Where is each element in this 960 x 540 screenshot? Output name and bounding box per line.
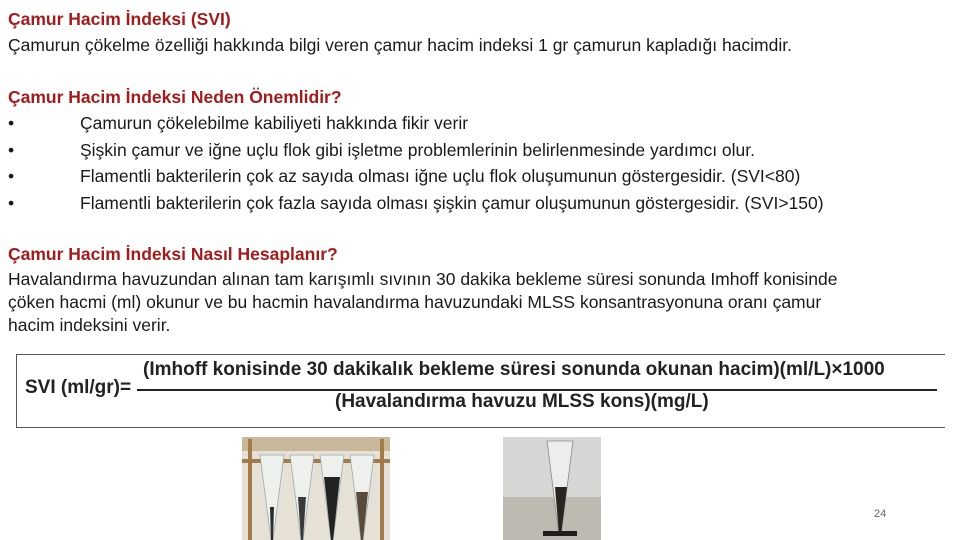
bullet-text: Şişkin çamur ve iğne uçlu flok gibi işletme problemlerinin belirlenmesinde yardımcı olur. [80,140,756,160]
formula-lhs: SVI (ml/gr)= [25,377,132,398]
formula-numerator: (Imhoff konisinde 30 dakikalık bekleme süresi sonunda okunan hacim)(ml/L)×1000 [143,359,885,380]
bullet-icon: • [8,140,15,160]
calculation-line: çöken hacmi (ml) okunur ve bu hacmin havalandırma havuzundaki MLSS konsantrasyonuna oranı çamur [8,292,822,312]
svi-formula [16,354,945,428]
imhoff-cones-row-photo [242,437,390,540]
calculation-heading: Çamur Hacim İndeksi Nasıl Hesaplanır? [8,244,338,264]
calculation-paragraph [8,268,956,337]
single-imhoff-cone-photo [503,437,601,540]
bullet-text: Flamentli bakterilerin çok az sayıda olması iğne uçlu flok oluşumunun göstergesidir. (SVI<80) [80,166,801,186]
bullet-icon: • [8,193,15,213]
formula-denominator: (Havalandırma havuzu MLSS kons)(mg/L) [335,391,709,412]
page-number: 24 [874,508,887,520]
importance-heading: Çamur Hacim İndeksi Neden Önemlidir? [8,87,342,107]
bullet-text: Flamentli bakterilerin çok fazla sayıda olması şişkin çamur oluşumunun göstergesidir. (SVI>150) [80,193,824,213]
calculation-line: hacim indeksini verir. [8,315,171,335]
bullet-icon: • [8,113,15,133]
svi-heading: Çamur Hacim İndeksi (SVI) [8,9,231,29]
svi-definition: Çamurun çökelme özelliği hakkında bilgi veren çamur hacim indeksi 1 gr çamurun kapladığı hacimdir. [8,35,792,55]
calculation-line: Havalandırma havuzundan alınan tam karışımlı sıvının 30 dakika bekleme süresi sonunda Imhoff konisinde [8,269,838,289]
bullet-icon: • [8,166,15,186]
bullet-text: Çamurun çökelebilme kabiliyeti hakkında fikir verir [80,113,469,133]
